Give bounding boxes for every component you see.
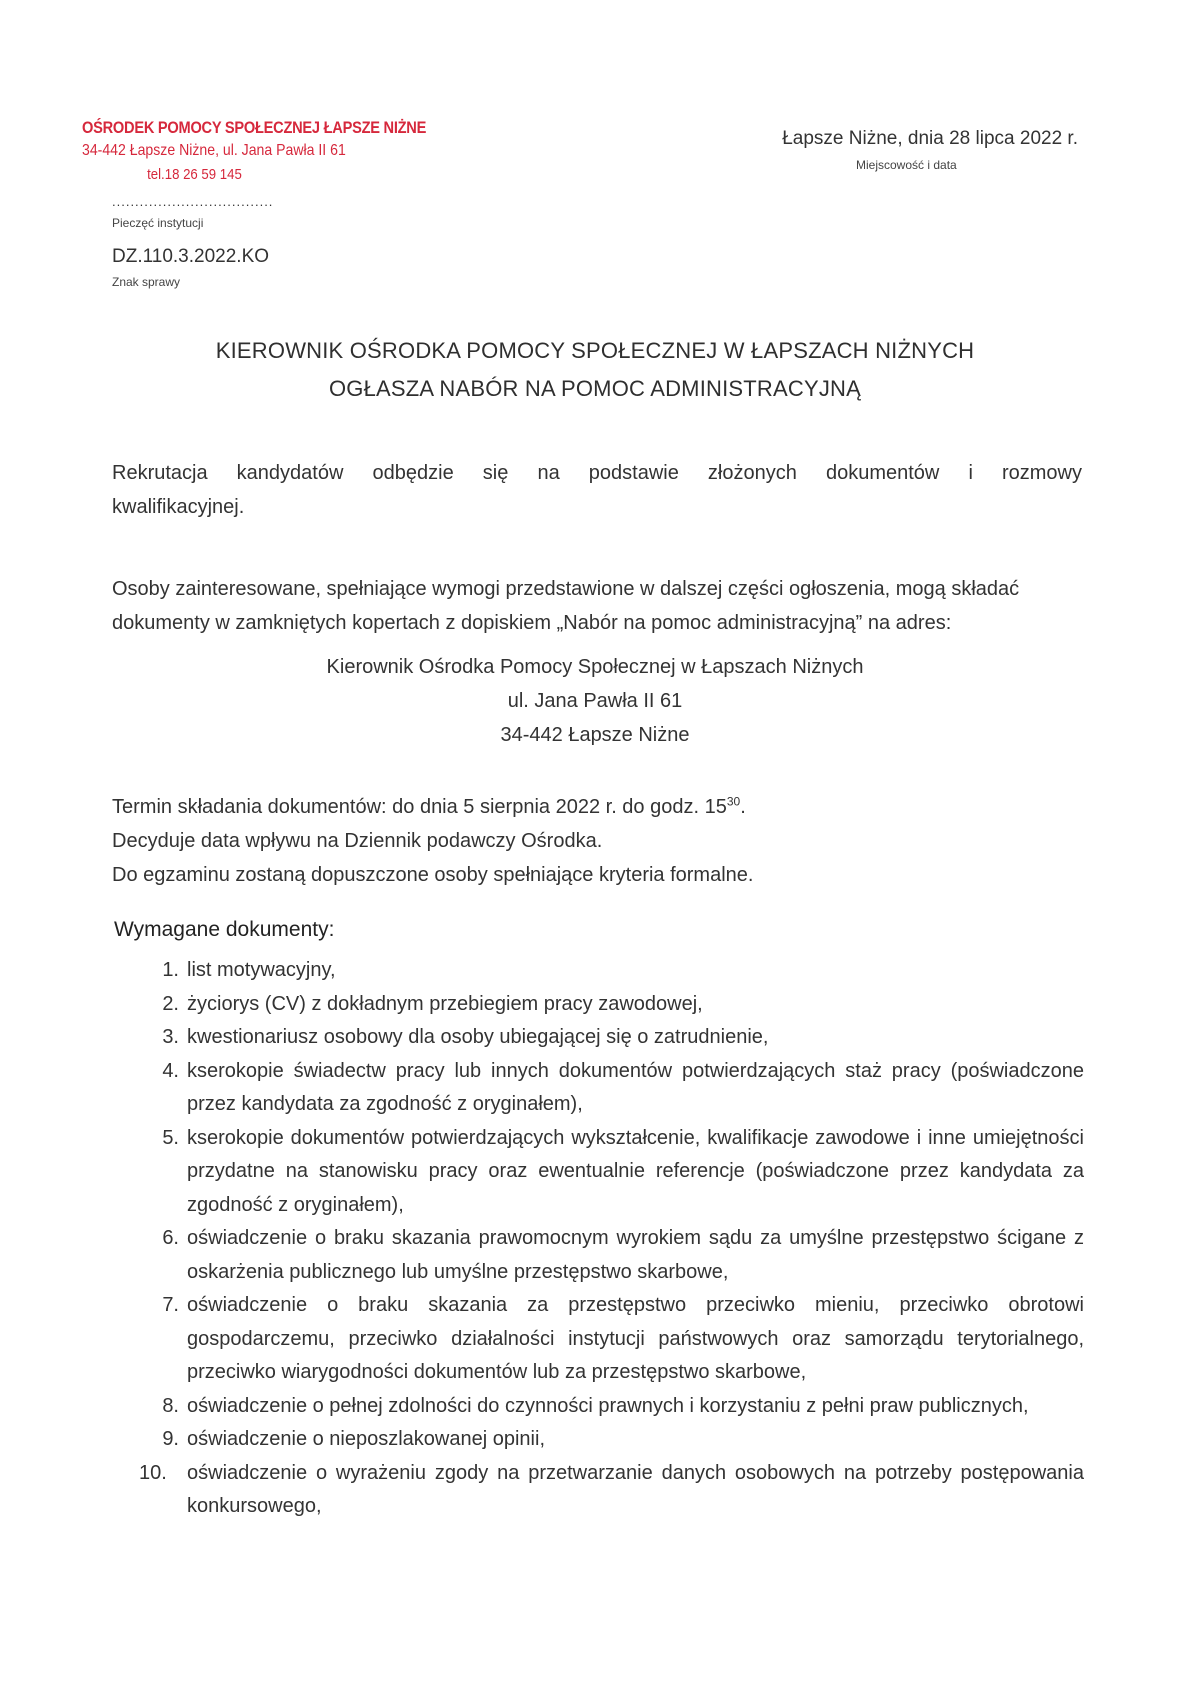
list-item-text: oświadczenie o wyrażeniu zgody na przetwarzanie danych osobowych na potrzeby postępowania konkursowego, — [187, 1461, 1084, 1517]
required-documents-list — [112, 954, 1084, 1524]
list-item-number: 6. — [162, 1227, 179, 1249]
case-label: Znak sprawy — [112, 275, 181, 289]
list-item-number: 8. — [162, 1394, 179, 1417]
list-item-text: oświadczenie o braku skazania prawomocnym wyrokiem sądu za umyślne przestępstwo ścigane z oskarżenia publicznego lub umyślne przestępstwo skarbowe, — [187, 1227, 1084, 1283]
submission-line-2: dokumenty w zamkniętych kopertach z dopiskiem „Nabór na pomoc administracyjną” na adres: — [112, 612, 952, 634]
stamp-address: 34-442 Łapsze Niżne, ul. Jana Pawła II 61 — [82, 142, 346, 159]
list-item — [112, 1289, 1084, 1390]
list-item-number: 4. — [162, 1059, 179, 1082]
list-item-text: list motywacyjny, — [187, 959, 336, 981]
heading-line-2: OGŁASZA NABÓR NA POMOC ADMINISTRACYJNĄ — [328, 376, 862, 401]
case-number: DZ.110.3.2022.KO — [112, 246, 270, 267]
list-item-text: oświadczenie o pełnej zdolności do czynności prawnych i korzystaniu z pełni praw publicznych, — [187, 1394, 1029, 1417]
list-item-text: kserokopie świadectw pracy lub innych dokumentów potwierdzających staż pracy (poświadczone przez kandydata za zgodność z oryginałem), — [187, 1059, 1084, 1115]
list-item — [112, 1222, 1084, 1289]
list-item-number: 1. — [162, 959, 179, 981]
intro-line-1: Rekrutacja kandydatów odbędzie się na podstawie złożonych dokumentów i rozmowy — [112, 462, 1082, 484]
stamp-name: OŚRODEK POMOCY SPOŁECZNEJ ŁAPSZE NIŻNE — [82, 118, 427, 137]
list-item-text: kserokopie dokumentów potwierdzających wykształcenie, kwalifikacje zawodowe i inne umiejętności przydatne na stanowisku pracy oraz ewentualnie referencje (poświadczone przez kandydata za zgodność z oryginałem), — [187, 1126, 1084, 1216]
list-item — [112, 1457, 1084, 1524]
institution-stamp — [82, 118, 427, 183]
list-item — [112, 988, 1084, 1022]
deadline-end: . — [740, 796, 746, 818]
deadline-minutes: 30 — [726, 794, 741, 809]
list-item — [112, 1021, 1084, 1055]
deadline-line-1 — [112, 790, 1082, 824]
address-line-3: 34-442 Łapsze Niżne — [500, 724, 690, 746]
deadline-line-3: Do egzaminu zostaną dopuszczone osoby spełniające kryteria formalne. — [112, 864, 754, 886]
list-item — [112, 1122, 1084, 1223]
list-item-text: życiorys (CV) z dokładnym przebiegiem pracy zawodowej, — [187, 992, 703, 1015]
place-date-label: Miejscowość i data — [856, 158, 957, 172]
stamp-label: Pieczęć instytucji — [112, 216, 204, 230]
list-item — [112, 1055, 1084, 1122]
submission-line-1: Osoby zainteresowane, spełniające wymogi przedstawione w dalszej części ogłoszenia, mogą składać — [112, 578, 1020, 600]
address-line-2: ul. Jana Pawła II 61 — [507, 690, 683, 712]
submission-paragraph — [112, 572, 1082, 640]
list-item-number: 5. — [162, 1126, 179, 1149]
deadline-line-2: Decyduje data wpływu na Dziennik podawczy Ośrodka. — [112, 830, 603, 852]
list-item-text: oświadczenie o braku skazania za przestępstwo przeciwko mieniu, przeciwko obrotowi gospodarczemu, przeciwko działalności instytucji państwowych oraz samorządu terytorialnego, przeciwko wiarygodności dokumentów lub za przestępstwo skarbowe, — [187, 1294, 1084, 1383]
list-item-text: kwestionariusz osobowy dla osoby ubiegającej się o zatrudnienie, — [187, 1026, 769, 1048]
intro-paragraph — [112, 456, 1082, 524]
deadline-text: Termin składania dokumentów: do dnia 5 sierpnia 2022 r. do godz. 15 — [112, 796, 727, 818]
place-date: Łapsze Niżne, dnia 28 lipca 2022 r. — [782, 128, 1078, 149]
list-item — [112, 954, 1084, 988]
stamp-phone: tel.18 26 59 145 — [147, 166, 242, 183]
list-item-text: oświadczenie o nieposzlakowanej opinii, — [187, 1428, 545, 1450]
list-item — [112, 1423, 1084, 1457]
required-documents-title: Wymagane dokumenty: — [114, 918, 335, 941]
list-item-number: 7. — [162, 1294, 179, 1316]
stamp-dotted-line: ................................... — [112, 194, 274, 209]
list-item — [112, 1390, 1084, 1424]
list-item-number: 3. — [162, 1026, 179, 1048]
list-item-number: 9. — [162, 1428, 179, 1450]
address-line-1: Kierownik Ośrodka Pomocy Społecznej w Łapszach Niżnych — [326, 656, 864, 678]
list-item-number: 10. — [139, 1461, 167, 1484]
intro-line-2: kwalifikacyjnej. — [112, 496, 245, 518]
deadline-paragraph — [112, 790, 1082, 892]
list-item-number: 2. — [162, 992, 179, 1015]
heading-line-1: KIEROWNIK OŚRODKA POMOCY SPOŁECZNEJ W ŁAPSZACH NIŻNYCH — [215, 338, 975, 363]
